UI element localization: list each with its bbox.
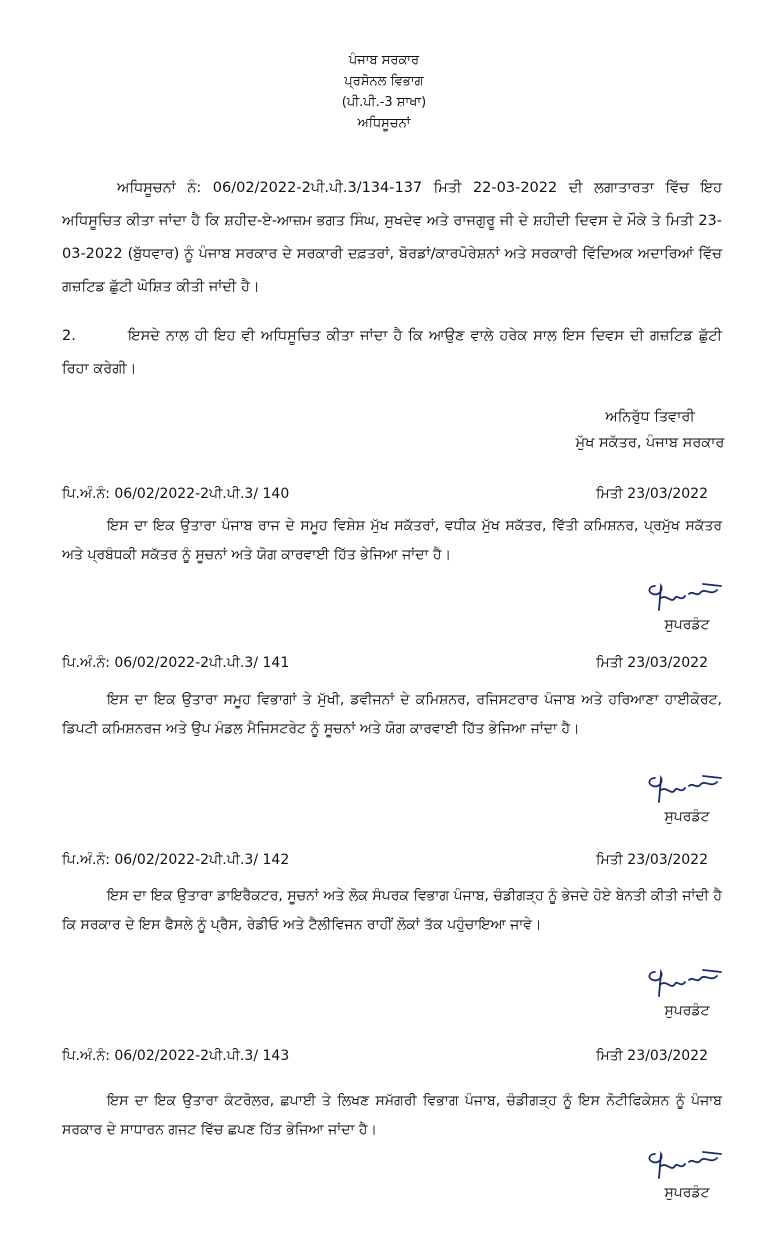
copy-date: ਮਿਤੀ 23/03/2022 xyxy=(595,486,708,502)
header-government: ਪੰਜਾਬ ਸਰਕਾਰ xyxy=(348,53,420,68)
paragraph-number: 2. xyxy=(62,328,76,344)
copy-date: ਮਿਤੀ 23/03/2022 xyxy=(595,1048,708,1064)
copy-distribution-text xyxy=(62,882,722,940)
signer-title: ਮੁੱਖ ਸਕੱਤਰ, ਪੰਜਾਬ ਸਰਕਾਰ xyxy=(575,435,725,451)
copy-distribution-text xyxy=(62,686,722,744)
copy-text: ਇਸ ਦਾ ਇਕ ਉਤਾਰਾ ਡਾਇਰੈਕਟਰ, ਸੂਚਨਾਂ ਅਤੇ ਲੋਕ ਸੰਪਰਕ ਵਿਭਾਗ ਪੰਜਾਬ, ਚੰਡੀਗੜ੍ਹ ਨੂੰ ਭੇਜਦੇ ਹੋਏ ਬੇਨਤੀ ਕੀਤੀ ਜਾਂਦੀ ਹੈ ਕਿ ਸਰਕਾਰ ਦੇ ਇਸ ਫੈਸਲੇ ਨੂੰ ਪ੍ਰੈਸ, ਰੇਡੀਓ ਅਤੇ ਟੈਲੀਵਿਜਨ ਰਾਹੀਂ ਲੋਕਾਂ ਤੱਕ ਪਹੁੰਚਾਇਆ ਜਾਵੇ। xyxy=(62,888,722,933)
document-header xyxy=(0,50,768,134)
copy-text: ਇਸ ਦਾ ਇਕ ਉਤਾਰਾ ਪੰਜਾਬ ਰਾਜ ਦੇ ਸਮੂਹ ਵਿਸ਼ੇਸ਼ ਮੁੱਖ ਸਕੱਤਰਾਂ, ਵਧੀਕ ਮੁੱਖ ਸਕੱਤਰ, ਵਿੱਤੀ ਕਮਿਸ਼ਨਰ, ਪ੍ਰਮੁੱਖ ਸਕੱਤਰ ਅਤੇ ਪ੍ਰਬੰਧਕੀ ਸਕੱਤਰ ਨੂੰ ਸੂਚਨਾਂ ਅਤੇ ਯੋਗ ਕਾਰਵਾਈ ਹਿੱਤ ਭੇਜਿਆ ਜਾਂਦਾ ਹੈ। xyxy=(62,518,722,563)
copy-text: ਇਸ ਦਾ ਇਕ ਉਤਾਰਾ ਸਮੂਹ ਵਿਭਾਗਾਂ ਤੇ ਮੁੱਖੀ, ਡਵੀਜਨਾਂ ਦੇ ਕਮਿਸ਼ਨਰ, ਰਜਿਸਟਰਾਰ ਪੰਜਾਬ ਅਤੇ ਹਰਿਆਣਾ ਹਾਈਕੋਰਟ, ਡਿਪਟੀ ਕਮਿਸ਼ਨਰਜ ਅਤੇ ਉਪ ਮੰਡਲ ਮੈਜਿਸਟਰੇਟ ਨੂੰ ਸੂਚਨਾਂ ਅਤੇ ਯੋਗ ਕਾਰਵਾਈ ਹਿੱਤ ਭੇਜਿਆ ਜਾਂਦਾ ਹੈ। xyxy=(62,692,722,737)
superintendent-signature-block xyxy=(632,1148,742,1202)
superintendent-title: ਸੁਪਰਡੰਟ xyxy=(664,1185,710,1201)
copy-reference-number: ਪਿ.ਅੰ.ਨੰ: 06/02/2022-2ਪੀ.ਪੀ.3/ 142 xyxy=(62,852,290,868)
copy-distribution-text xyxy=(62,1087,722,1145)
notification-paragraph-1-text: ਅਧਿਸੂਚਨਾਂ ਨੰ: 06/02/2022-2ਪੀ.ਪੀ.3/134-137 ਮਿਤੀ 22-03-2022 ਦੀ ਲਗਾਤਾਰਤਾ ਵਿੱਚ ਇਹ ਅਧਿਸੂਚਿਤ ਕੀਤਾ ਜਾਂਦਾ ਹੈ ਕਿ ਸ਼ਹੀਦ-ਏ-ਆਜ਼ਮ ਭਗਤ ਸਿੰਘ, ਸੁਖਦੇਵ ਅਤੇ ਰਾਜਗੁਰੂ ਜੀ ਦੇ ਸ਼ਹੀਦੀ ਦਿਵਸ ਦੇ ਮੌਕੇ ਤੇ ਮਿਤੀ 23-03-2022 (ਬੁੱਧਵਾਰ) ਨੂੰ ਪੰਜਾਬ ਸਰਕਾਰ ਦੇ ਸਰਕਾਰੀ ਦਫ਼ਤਰਾਂ, ਬੋਰਡਾਂ/ਕਾਰਪੋਰੇਸ਼ਨਾਂ ਅਤੇ ਸਰਕਾਰੀ ਵਿੱਦਿਅਕ ਅਦਾਰਿਆਂ ਵਿੱਚ ਗਜ਼ਟਿਡ ਛੁੱਟੀ ਘੋਸ਼ਿਤ ਕੀਤੀ ਜਾਂਦੀ ਹੈ। xyxy=(62,180,722,295)
copy-distribution-text xyxy=(62,512,722,570)
superintendent-signature-block xyxy=(632,966,742,1020)
superintendent-signature-block xyxy=(632,772,742,826)
copy-date: ਮਿਤੀ 23/03/2022 xyxy=(595,852,708,868)
handwritten-signature-icon xyxy=(641,1148,733,1184)
handwritten-signature-icon xyxy=(641,966,733,1002)
superintendent-title: ਸੁਪਰਡੰਟ xyxy=(664,1003,710,1019)
header-notification-label: ਅਧਿਸੂਚਨਾਂ xyxy=(357,116,411,131)
chief-secretary-signature-block xyxy=(555,404,745,456)
header-department: ਪ੍ਰਸੋਨਲ ਵਿਭਾਗ xyxy=(344,74,424,89)
copy-date: ਮਿਤੀ 23/03/2022 xyxy=(595,655,708,671)
copy-reference-number: ਪਿ.ਅੰ.ਨੰ: 06/02/2022-2ਪੀ.ਪੀ.3/ 140 xyxy=(62,486,290,502)
copy-reference-number: ਪਿ.ਅੰ.ਨੰ: 06/02/2022-2ਪੀ.ਪੀ.3/ 143 xyxy=(62,1048,290,1064)
copy-reference-number: ਪਿ.ਅੰ.ਨੰ: 06/02/2022-2ਪੀ.ਪੀ.3/ 141 xyxy=(62,655,290,671)
superintendent-title: ਸੁਪਰਡੰਟ xyxy=(664,809,710,825)
handwritten-signature-icon xyxy=(641,580,733,616)
signer-name: ਅਨਿਰੁੱਧ ਤਿਵਾਰੀ xyxy=(605,409,695,425)
notification-paragraph-2-text: ਇਸਦੇ ਨਾਲ ਹੀ ਇਹ ਵੀ ਅਧਿਸੂਚਿਤ ਕੀਤਾ ਜਾਂਦਾ ਹੈ ਕਿ ਆਉਣ ਵਾਲੇ ਹਰੇਕ ਸਾਲ ਇਸ ਦਿਵਸ ਦੀ ਗਜ਼ਟਿਡ ਛੁੱਟੀ ਰਿਹਾ ਕਰੇਗੀ। xyxy=(62,328,722,377)
copy-text: ਇਸ ਦਾ ਇਕ ਉਤਾਰਾ ਕੰਟਰੋਲਰ, ਛਪਾਈ ਤੇ ਲਿਖਣ ਸਮੱਗਰੀ ਵਿਭਾਗ ਪੰਜਾਬ, ਚੰਡੀਗੜ੍ਹ ਨੂੰ ਇਸ ਨੋਟੀਫਿਕੇਸ਼ਨ ਨੂੰ ਪੰਜਾਬ ਸਰਕਾਰ ਦੇ ਸਾਧਾਰਨ ਗਜਟ ਵਿੱਚ ਛਪਣ ਹਿੱਤ ਭੇਜਿਆ ਜਾਂਦਾ ਹੈ। xyxy=(62,1093,722,1138)
notification-paragraph-2 xyxy=(62,320,722,386)
superintendent-signature-block xyxy=(632,580,742,634)
notification-paragraph-1 xyxy=(62,172,722,304)
handwritten-signature-icon xyxy=(641,772,733,808)
header-branch: (ਪੀ.ਪੀ.-3 ਸ਼ਾਖਾ) xyxy=(341,95,427,110)
superintendent-title: ਸੁਪਰਡੰਟ xyxy=(664,617,710,633)
